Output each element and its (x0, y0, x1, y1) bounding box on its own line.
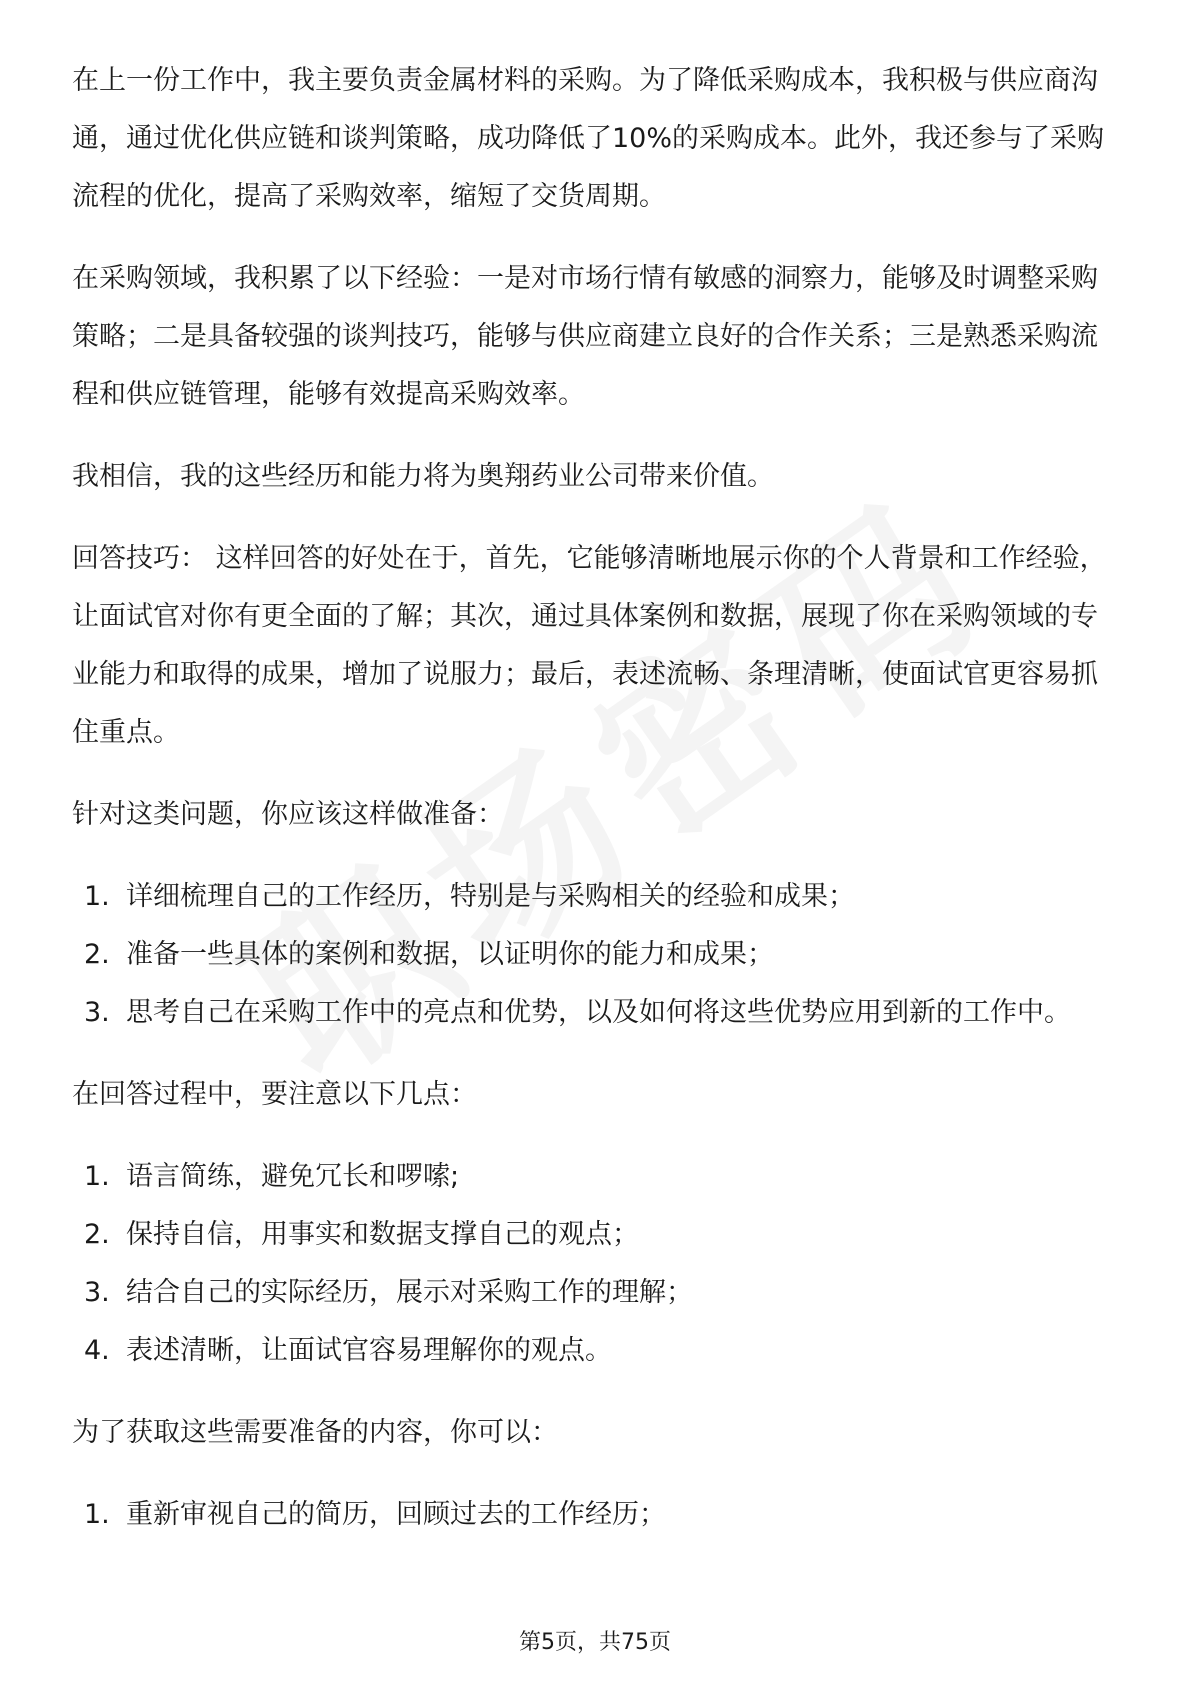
page-number-footer: 第5页，共75页 (519, 1630, 671, 1655)
list-item-text: 详细梳理自己的工作经历，特别是与采购相关的经验和成果； (126, 881, 855, 912)
list-item (72, 1264, 1122, 1322)
paragraph-previous-job: 在上一份工作中，我主要负责金属材料的采购。为了降低采购成本，我积极与供应商沟通，通过优化供应链和谈判策略，成功降低了10%的采购成本。此外，我还参与了采购流程的优化，提高了采购效率，缩短了交货周期。 (72, 65, 1105, 212)
list-item (72, 926, 1122, 984)
notes-list (72, 1148, 1122, 1380)
list-item (72, 1206, 1122, 1264)
list-item (72, 1148, 1122, 1206)
list-number: 1. (84, 1161, 110, 1192)
list-number: 1. (84, 1499, 110, 1530)
paragraph-conclusion: 我相信，我的这些经历和能力将为奥翔药业公司带来价值。 (72, 461, 774, 492)
list-item-text: 语言简练，避免冗长和啰嗦; (126, 1161, 460, 1192)
document-body (72, 52, 1122, 1568)
paragraph-preparation-intro: 针对这类问题，你应该这样做准备： (72, 799, 504, 830)
paragraph-answer-tips: 回答技巧： 这样回答的好处在于，首先，它能够清晰地展示你的个人背景和工作经验，让面试官对你有更全面的了解；其次，通过具体案例和数据，展现了你在采购领域的专业能力和取得的成果，增加了说服力；最后，表述流畅、条理清晰，使面试官更容易抓住重点。 (72, 543, 1107, 748)
list-item (72, 1486, 1122, 1544)
list-item-text: 重新审视自己的简历，回顾过去的工作经历； (126, 1499, 666, 1530)
list-number: 2. (84, 939, 110, 970)
list-item-text: 表述清晰，让面试官容易理解你的观点。 (126, 1335, 612, 1366)
list-item (72, 868, 1122, 926)
list-number: 2. (84, 1219, 110, 1250)
list-item-text: 保持自信，用事实和数据支撑自己的观点； (126, 1219, 639, 1250)
sources-list (72, 1486, 1122, 1544)
list-item-text: 思考自己在采购工作中的亮点和优势，以及如何将这些优势应用到新的工作中。 (126, 997, 1071, 1028)
list-number: 3. (84, 997, 110, 1028)
list-number: 1. (84, 881, 110, 912)
list-item (72, 984, 1122, 1042)
list-number: 3. (84, 1277, 110, 1308)
paragraph-experience: 在采购领域，我积累了以下经验：一是对市场行情有敏感的洞察力，能够及时调整采购策略；二是具备较强的谈判技巧，能够与供应商建立良好的合作关系；三是熟悉采购流程和供应链管理，能够有效提高采购效率。 (72, 263, 1098, 410)
list-item (72, 1322, 1122, 1380)
list-number: 4. (84, 1335, 110, 1366)
list-item-text: 结合自己的实际经历，展示对采购工作的理解； (126, 1277, 693, 1308)
list-item-text: 准备一些具体的案例和数据，以证明你的能力和成果； (126, 939, 774, 970)
preparation-list (72, 868, 1122, 1042)
paragraph-notes-intro: 在回答过程中，要注意以下几点： (72, 1079, 477, 1110)
paragraph-sources-intro: 为了获取这些需要准备的内容，你可以： (72, 1417, 558, 1448)
